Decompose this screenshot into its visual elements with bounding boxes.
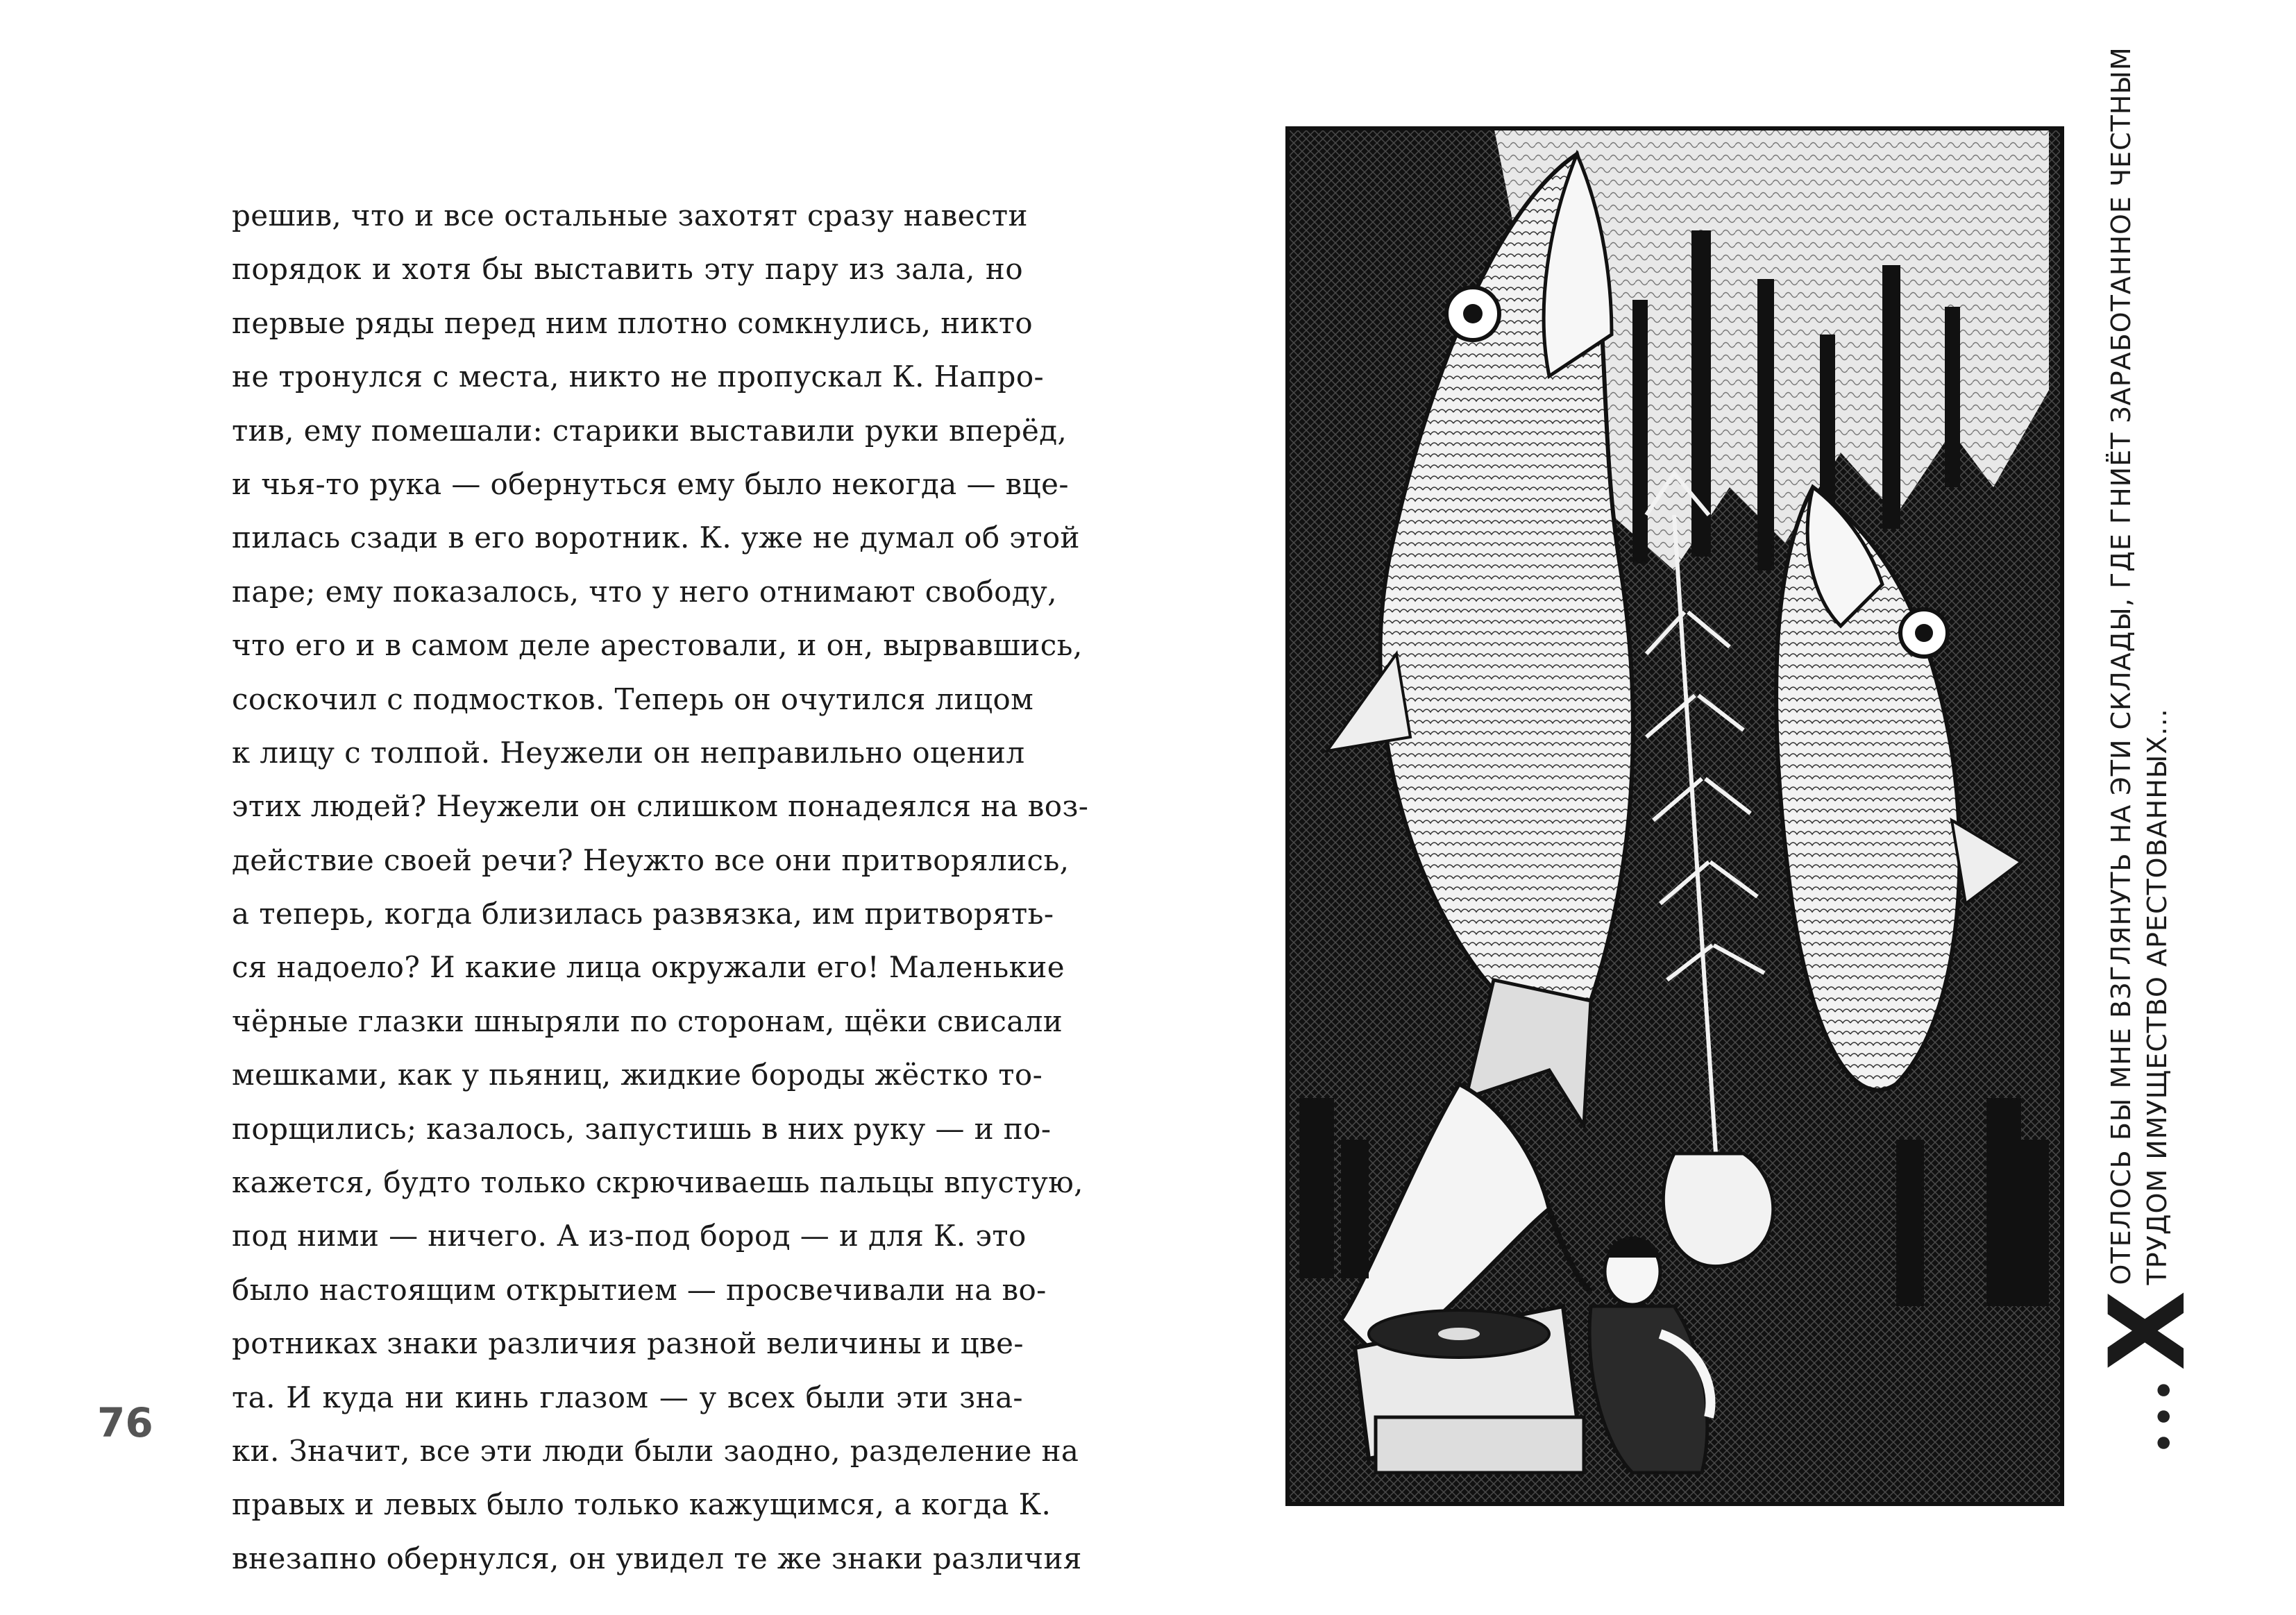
body-line: соскочил с подмостков. Теперь он очутился лицом <box>232 682 1034 716</box>
body-line: порядок и хотя бы выставить эту пару из зала, но <box>232 252 1023 287</box>
body-line: чёрные глазки шныряли по сторонам, щёки свисали <box>232 1004 1063 1038</box>
body-line: этих людей? Неужели он слишком понадеялся на воз- <box>232 789 1089 824</box>
body-line: ротниках знаки различия разной величины и цве- <box>232 1326 1024 1361</box>
body-line: решив, что и все остальные захотят сразу навести <box>232 198 1028 232</box>
body-line: внезапно обернулся, он увидел те же знаки различия <box>232 1541 1082 1575</box>
illustration-svg <box>1285 126 2064 1506</box>
body-text <box>232 189 1089 1585</box>
body-line: не тронулся с места, никто не пропускал К. Напро- <box>232 360 1045 394</box>
body-line: а теперь, когда близилась развязка, им притворять- <box>232 897 1054 931</box>
body-line: пилась сзади в его воротник. К. уже не думал об этой <box>232 521 1080 555</box>
body-line: паре; ему показалось, что у него отнимают свободу, <box>232 574 1057 609</box>
ink-illustration <box>1285 126 2064 1506</box>
body-line: правых и левых было только кажущимся, а когда К. <box>232 1487 1052 1522</box>
vertical-caption <box>2088 46 2209 1454</box>
skeleton-head <box>1663 1153 1773 1267</box>
body-line: первые ряды перед ним плотно сомкнулись, никто <box>232 305 1033 340</box>
body-line: тив, ему помешали: старики выставили руки вперёд, <box>232 413 1067 448</box>
body-line: кажется, будто только скрючиваешь пальцы впустую, <box>232 1165 1083 1200</box>
body-line: порщились; казалось, запустишь в них руку — и по- <box>232 1111 1052 1146</box>
body-line: ки. Значит, все эти люди были заодно, разделение на <box>232 1433 1079 1468</box>
body-line: действие своей речи? Неужто все они притворялись, <box>232 843 1070 877</box>
caption-line: ОТЕЛОСЬ БЫ МНЕ ВЗГЛЯНУТЬ НА ЭТИ СКЛАДЫ, ГДЕ ГНИЁТ ЗАРАБОТАННОЕ ЧЕСТНЫМ <box>2106 46 2136 1285</box>
page-number: 76 <box>97 1399 153 1446</box>
body-line: было настоящим открытием — просвечивали на во- <box>232 1272 1047 1307</box>
body-line: к лицу с толпой. Неужели он неправильно оценил <box>232 735 1025 770</box>
caption-ellipsis: ••• <box>2145 1375 2185 1454</box>
body-line: мешками, как у пьяниц, жидкие бороды жёстко то- <box>232 1058 1043 1092</box>
body-line: та. И куда ни кинь глазом — у всех были эти зна- <box>232 1380 1023 1414</box>
body-line: под ними — ничего. А из-под бород — и для К. это <box>232 1219 1027 1253</box>
caption-text <box>2096 46 2175 1285</box>
body-line: что его и в самом деле арестовали, и он, вырвавшись, <box>232 628 1083 663</box>
body-line: и чья-то рука — обернуться ему было некогда — вце- <box>232 466 1069 501</box>
caption-line: ТРУДОМ ИМУЩЕСТВО АРЕСТОВАННЫХ... <box>2142 708 2172 1285</box>
body-line: ся надоело? И какие лица окружали его! Маленькие <box>232 950 1065 985</box>
caption-drop-initial: Х <box>2088 1290 2209 1371</box>
